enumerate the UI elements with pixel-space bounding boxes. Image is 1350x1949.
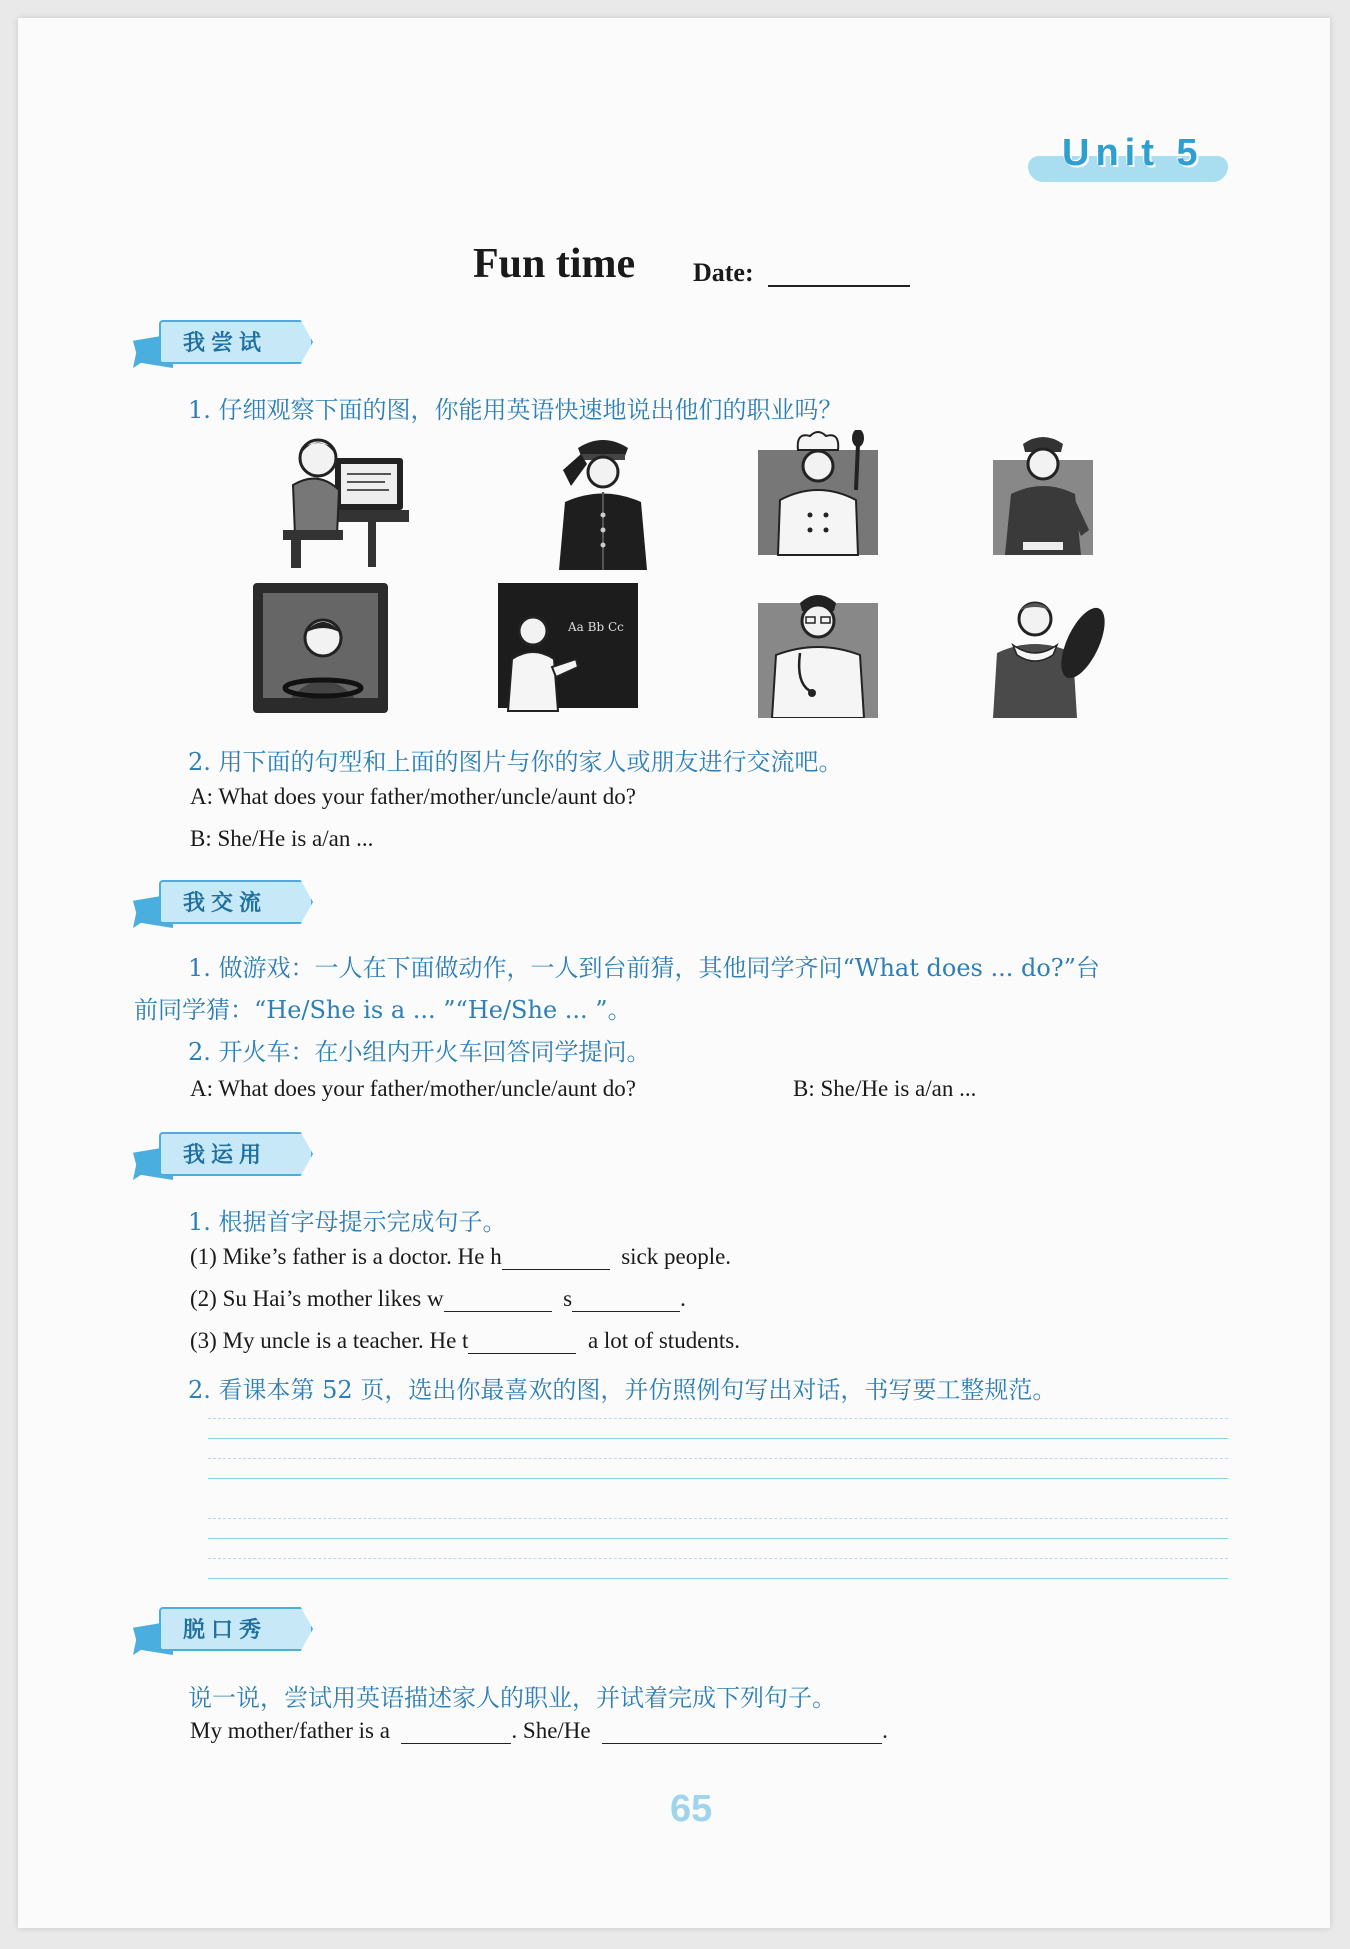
section-label-try: 我尝试 <box>183 331 268 356</box>
sentence-1-blank[interactable] <box>502 1249 610 1270</box>
use-sentence-3 <box>190 1328 740 1354</box>
sentence-3-end: a lot of students. <box>587 1328 740 1353</box>
show-sentence-end: . <box>882 1718 888 1743</box>
section-ribbon-show <box>133 1603 323 1661</box>
worker-picture <box>993 430 1093 570</box>
farmer-picture <box>983 583 1108 718</box>
use-question-2: 2. 看课本第 52 页，选出你最喜欢的图，并仿照例句写出对话，书写要工整规范。 <box>188 1376 1057 1404</box>
sentence-2-end: . <box>680 1286 686 1311</box>
use-sentence-1 <box>190 1244 731 1270</box>
try-question-2: 2. 用下面的句型和上面的图片与你的家人或朋友进行交流吧。 <box>188 748 843 776</box>
show-instruction: 说一说，尝试用英语描述家人的职业，并试着完成下列句子。 <box>188 1684 836 1712</box>
use-question-1: 1. 根据首字母提示完成句子。 <box>188 1208 507 1236</box>
section-label-show: 脱口秀 <box>183 1618 268 1643</box>
writing-guide-line <box>208 1418 1228 1419</box>
sentence-1-start: (1) Mike’s father is a doctor. He h <box>190 1244 502 1269</box>
writing-line[interactable] <box>208 1438 1228 1439</box>
sentence-1-end: sick people. <box>621 1244 732 1269</box>
talk-question-1-line-1: 1. 做游戏：一人在下面做动作，一人到台前猜，其他同学齐问“What does ... do?”台 <box>188 954 1100 982</box>
writing-guide-line <box>208 1518 1228 1519</box>
driver-picture <box>253 583 388 713</box>
section-ribbon-try <box>133 316 323 374</box>
try-question-1: 1. 仔细观察下面的图，你能用英语快速地说出他们的职业吗？ <box>188 396 843 424</box>
sentence-2-mid: s <box>563 1286 573 1311</box>
show-sentence-mid: . She/He <box>511 1718 591 1743</box>
talk-line-a: A: What does your father/mother/uncle/aunt do? <box>190 1076 637 1101</box>
writing-line[interactable] <box>208 1538 1228 1539</box>
doctor-picture <box>758 583 878 718</box>
use-sentence-2 <box>190 1286 686 1312</box>
unit-label: Unit 5 <box>1062 132 1204 174</box>
sentence-2-blank-2[interactable] <box>572 1291 680 1312</box>
show-blank-2[interactable] <box>602 1723 882 1744</box>
section-label-use: 我运用 <box>183 1143 268 1168</box>
sentence-3-blank[interactable] <box>468 1333 576 1354</box>
talk-question-2: 2. 开火车：在小组内开火车回答同学提问。 <box>188 1038 651 1066</box>
sentence-2-start: (2) Su Hai’s mother likes w <box>190 1286 444 1311</box>
policeman-picture <box>543 430 663 570</box>
writing-guide-line <box>208 1458 1228 1459</box>
page-title: Fun time <box>473 241 636 287</box>
try-line-b: B: She/He is a/an ... <box>190 826 374 851</box>
writing-guide-line <box>208 1558 1228 1559</box>
writing-line[interactable] <box>208 1578 1228 1579</box>
teacher-picture <box>498 583 638 713</box>
section-ribbon-use <box>133 1128 323 1186</box>
date-label: Date: <box>693 258 754 287</box>
writing-line[interactable] <box>208 1478 1228 1479</box>
cook-picture <box>758 430 878 570</box>
sentence-2-blank-1[interactable] <box>444 1291 552 1312</box>
section-ribbon-talk <box>133 876 323 934</box>
unit-badge <box>1028 130 1228 186</box>
show-sentence <box>190 1718 888 1744</box>
section-label-talk: 我交流 <box>183 891 268 916</box>
office-worker-picture <box>273 430 413 570</box>
sentence-3-start: (3) My uncle is a teacher. He t <box>190 1328 469 1353</box>
workbook-page <box>18 18 1330 1928</box>
svg-text:Aa Bb Cc: Aa Bb Cc <box>568 620 624 634</box>
talk-question-1-line-2: 前同学猜：“He/She is a ... ”“He/She ... ”。 <box>134 996 632 1024</box>
talk-line-b: B: She/He is a/an ... <box>793 1076 977 1101</box>
date-field[interactable] <box>768 285 910 287</box>
try-line-a: A: What does your father/mother/uncle/aunt do? <box>190 784 637 809</box>
show-blank-1[interactable] <box>401 1723 511 1744</box>
page-number: 65 <box>670 1788 713 1830</box>
show-sentence-start: My mother/father is a <box>190 1718 390 1743</box>
